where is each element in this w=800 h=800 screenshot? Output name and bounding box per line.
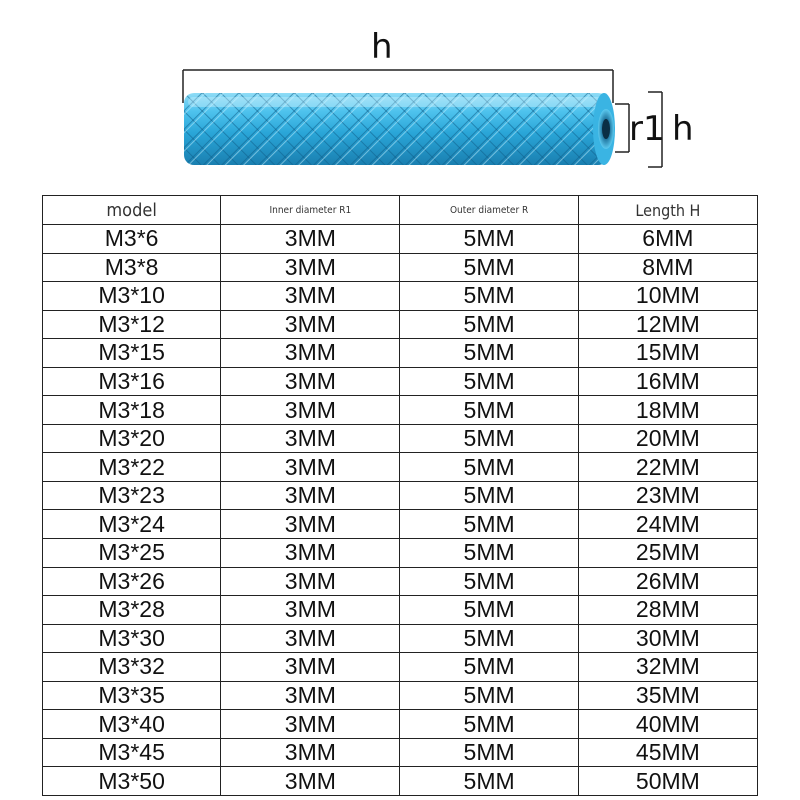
cell-inner-diameter: 3MM bbox=[221, 225, 400, 254]
table-row bbox=[43, 596, 758, 625]
cell-length: 50MM bbox=[578, 767, 757, 796]
header-inner-diameter: Inner diameter R1 bbox=[221, 196, 400, 225]
cell-inner-diameter: 3MM bbox=[221, 653, 400, 682]
cell-inner-diameter: 3MM bbox=[221, 339, 400, 368]
table-row bbox=[43, 681, 758, 710]
cell-length: 35MM bbox=[578, 681, 757, 710]
cell-length: 23MM bbox=[578, 481, 757, 510]
table-row bbox=[43, 453, 758, 482]
cell-length: 30MM bbox=[578, 624, 757, 653]
cell-inner-diameter: 3MM bbox=[221, 624, 400, 653]
cell-inner-diameter: 3MM bbox=[221, 481, 400, 510]
table-row bbox=[43, 767, 758, 796]
table-row bbox=[43, 653, 758, 682]
cell-outer-diameter: 5MM bbox=[400, 481, 578, 510]
cell-inner-diameter: 3MM bbox=[221, 253, 400, 282]
table-row bbox=[43, 424, 758, 453]
cell-model: M3*16 bbox=[43, 367, 221, 396]
inner-diameter-label: r1 bbox=[629, 109, 665, 149]
cell-inner-diameter: 3MM bbox=[221, 710, 400, 739]
table-row bbox=[43, 510, 758, 539]
cell-model: M3*26 bbox=[43, 567, 221, 596]
table-row bbox=[43, 481, 758, 510]
cell-inner-diameter: 3MM bbox=[221, 310, 400, 339]
cell-outer-diameter: 5MM bbox=[400, 624, 578, 653]
cell-model: M3*24 bbox=[43, 510, 221, 539]
cell-model: M3*12 bbox=[43, 310, 221, 339]
cell-model: M3*22 bbox=[43, 453, 221, 482]
cell-model: M3*28 bbox=[43, 596, 221, 625]
table-row bbox=[43, 710, 758, 739]
cell-length: 16MM bbox=[578, 367, 757, 396]
cell-outer-diameter: 5MM bbox=[400, 225, 578, 254]
table-row bbox=[43, 567, 758, 596]
cell-model: M3*25 bbox=[43, 539, 221, 568]
cell-inner-diameter: 3MM bbox=[221, 282, 400, 311]
cell-inner-diameter: 3MM bbox=[221, 767, 400, 796]
cell-length: 24MM bbox=[578, 510, 757, 539]
standoff-illustration bbox=[0, 0, 800, 190]
cell-inner-diameter: 3MM bbox=[221, 738, 400, 767]
table-row bbox=[43, 310, 758, 339]
knurled-standoff bbox=[184, 93, 615, 165]
cell-outer-diameter: 5MM bbox=[400, 539, 578, 568]
cell-length: 18MM bbox=[578, 396, 757, 425]
cell-inner-diameter: 3MM bbox=[221, 453, 400, 482]
cell-length: 20MM bbox=[578, 424, 757, 453]
cell-inner-diameter: 3MM bbox=[221, 567, 400, 596]
cell-model: M3*40 bbox=[43, 710, 221, 739]
table-row bbox=[43, 339, 758, 368]
cell-outer-diameter: 5MM bbox=[400, 510, 578, 539]
cell-inner-diameter: 3MM bbox=[221, 510, 400, 539]
table-row bbox=[43, 624, 758, 653]
cell-outer-diameter: 5MM bbox=[400, 596, 578, 625]
cell-outer-diameter: 5MM bbox=[400, 738, 578, 767]
cell-outer-diameter: 5MM bbox=[400, 253, 578, 282]
cell-outer-diameter: 5MM bbox=[400, 681, 578, 710]
table-row bbox=[43, 539, 758, 568]
cell-inner-diameter: 3MM bbox=[221, 596, 400, 625]
length-label: h bbox=[371, 27, 393, 67]
cell-model: M3*23 bbox=[43, 481, 221, 510]
cell-length: 8MM bbox=[578, 253, 757, 282]
cell-inner-diameter: 3MM bbox=[221, 367, 400, 396]
cell-outer-diameter: 5MM bbox=[400, 310, 578, 339]
cell-outer-diameter: 5MM bbox=[400, 424, 578, 453]
cell-outer-diameter: 5MM bbox=[400, 339, 578, 368]
spec-table bbox=[42, 195, 758, 796]
cell-inner-diameter: 3MM bbox=[221, 539, 400, 568]
cell-model: M3*35 bbox=[43, 681, 221, 710]
cell-outer-diameter: 5MM bbox=[400, 453, 578, 482]
cell-inner-diameter: 3MM bbox=[221, 681, 400, 710]
cell-model: M3*30 bbox=[43, 624, 221, 653]
cell-length: 28MM bbox=[578, 596, 757, 625]
cell-outer-diameter: 5MM bbox=[400, 767, 578, 796]
table-row bbox=[43, 225, 758, 254]
cell-outer-diameter: 5MM bbox=[400, 710, 578, 739]
cell-length: 45MM bbox=[578, 738, 757, 767]
cell-model: M3*20 bbox=[43, 424, 221, 453]
table-row bbox=[43, 396, 758, 425]
cell-inner-diameter: 3MM bbox=[221, 424, 400, 453]
cell-length: 32MM bbox=[578, 653, 757, 682]
cell-model: M3*15 bbox=[43, 339, 221, 368]
header-length: Length H bbox=[578, 196, 757, 225]
cell-length: 12MM bbox=[578, 310, 757, 339]
cell-outer-diameter: 5MM bbox=[400, 367, 578, 396]
table-row bbox=[43, 282, 758, 311]
cell-model: M3*45 bbox=[43, 738, 221, 767]
cell-outer-diameter: 5MM bbox=[400, 282, 578, 311]
table-row bbox=[43, 738, 758, 767]
cell-outer-diameter: 5MM bbox=[400, 567, 578, 596]
table-header-row bbox=[43, 196, 758, 225]
height-label: h bbox=[672, 109, 694, 149]
cell-length: 22MM bbox=[578, 453, 757, 482]
header-model: model bbox=[43, 196, 221, 225]
cell-model: M3*6 bbox=[43, 225, 221, 254]
header-outer-diameter: Outer diameter R bbox=[400, 196, 578, 225]
cell-model: M3*50 bbox=[43, 767, 221, 796]
cell-outer-diameter: 5MM bbox=[400, 396, 578, 425]
cell-inner-diameter: 3MM bbox=[221, 396, 400, 425]
cell-length: 15MM bbox=[578, 339, 757, 368]
cell-model: M3*18 bbox=[43, 396, 221, 425]
cell-model: M3*8 bbox=[43, 253, 221, 282]
cell-length: 40MM bbox=[578, 710, 757, 739]
standoff-diagram bbox=[0, 0, 800, 190]
cell-outer-diameter: 5MM bbox=[400, 653, 578, 682]
table-row bbox=[43, 367, 758, 396]
cell-model: M3*32 bbox=[43, 653, 221, 682]
cell-model: M3*10 bbox=[43, 282, 221, 311]
cell-length: 26MM bbox=[578, 567, 757, 596]
cell-length: 25MM bbox=[578, 539, 757, 568]
cell-length: 10MM bbox=[578, 282, 757, 311]
table-row bbox=[43, 253, 758, 282]
cell-length: 6MM bbox=[578, 225, 757, 254]
spec-table-body bbox=[43, 225, 758, 796]
